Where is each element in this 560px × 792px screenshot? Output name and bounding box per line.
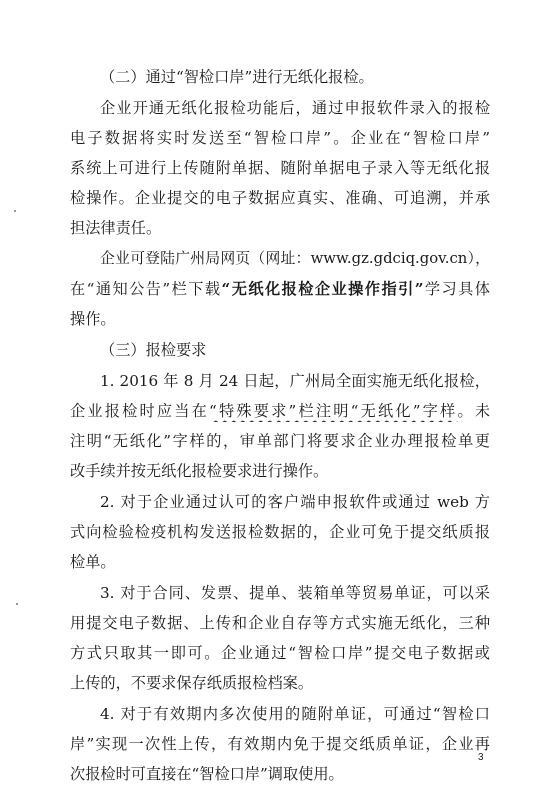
page-number: 3 — [478, 752, 484, 763]
paragraph-line: 检操作。企业提交的电子数据应真实、准确、可追溯，并承 — [70, 189, 490, 207]
paragraph-line: 担法律责任。 — [70, 219, 162, 237]
paragraph-line: 操作。 — [70, 310, 116, 328]
paragraph-line: 注明“无纸化”字样的，审单部门将要求企业办理报检单更 — [70, 432, 490, 450]
section-2-heading: （二）通过“智检口岸”进行无纸化报检。 — [100, 68, 374, 86]
paragraph-line: 用提交电子数据、上传和企业自存等方式实施无纸化，三种 — [70, 614, 490, 632]
paragraph-line: 改手续并按无纸化报检要求进行操作。 — [70, 462, 329, 480]
paragraph-line: 上传的，不要求保存纸质报检档案。 — [70, 674, 313, 692]
paragraph-line — [70, 400, 490, 422]
paragraph-line: 企业开通无纸化报检功能后，通过申报软件录入的报检 — [100, 99, 490, 117]
scan-speck — [16, 603, 18, 605]
paragraph-line: 系统上可进行上传随附单据、随附单据电子录入等无纸化报 — [70, 159, 490, 177]
paragraph-line: 方式只取其一即可。企业通过“智检口岸”提交电子数据或 — [70, 644, 490, 662]
bold-guide-title: “无纸化报检企业操作指引” — [221, 280, 424, 298]
paragraph-line: 3. 对于合同、发票、提单、装箱单等贸易单证，可以采 — [100, 584, 490, 602]
text-span: 企业报检时应当在 — [70, 402, 210, 420]
paragraph-line: 电子数据将实时发送至“智检口岸”。企业在“智检口岸” — [70, 129, 490, 147]
paragraph-line: 4. 对于有效期内多次使用的随附单证，可通过“智检口 — [100, 705, 490, 723]
paragraph-line — [70, 278, 490, 300]
scan-speck — [14, 210, 16, 212]
paragraph-line: 1. 2016 年 8 月 24 日起，广州局全面实施无纸化报检， — [100, 372, 490, 390]
paragraph-line: 2. 对于企业通过认可的客户端申报软件或通过 web 方 — [100, 493, 490, 511]
underlined-requirement: “特殊要求”栏注明“无纸化”字样 — [209, 402, 458, 420]
text-span: 。未 — [457, 402, 490, 420]
text-span: 在“通知公告”栏下载 — [70, 280, 222, 298]
paragraph-line: 式向检验检疫机构发送报检数据的，企业可免于提交纸质报 — [70, 523, 490, 541]
text-span: 学习具体 — [423, 280, 490, 298]
paragraph-line: 检单。 — [70, 553, 116, 571]
paragraph-line: 企业可登陆广州局网页（网址：www.gz.gdciq.gov.cn）， — [100, 250, 490, 267]
paragraph-line: 岸”实现一次性上传，有效期内免于提交纸质单证，企业再 — [70, 735, 490, 753]
paragraph-line: 次报检时可直接在“智检口岸”调取使用。 — [70, 765, 344, 783]
section-3-heading: （三）报检要求 — [100, 341, 207, 359]
